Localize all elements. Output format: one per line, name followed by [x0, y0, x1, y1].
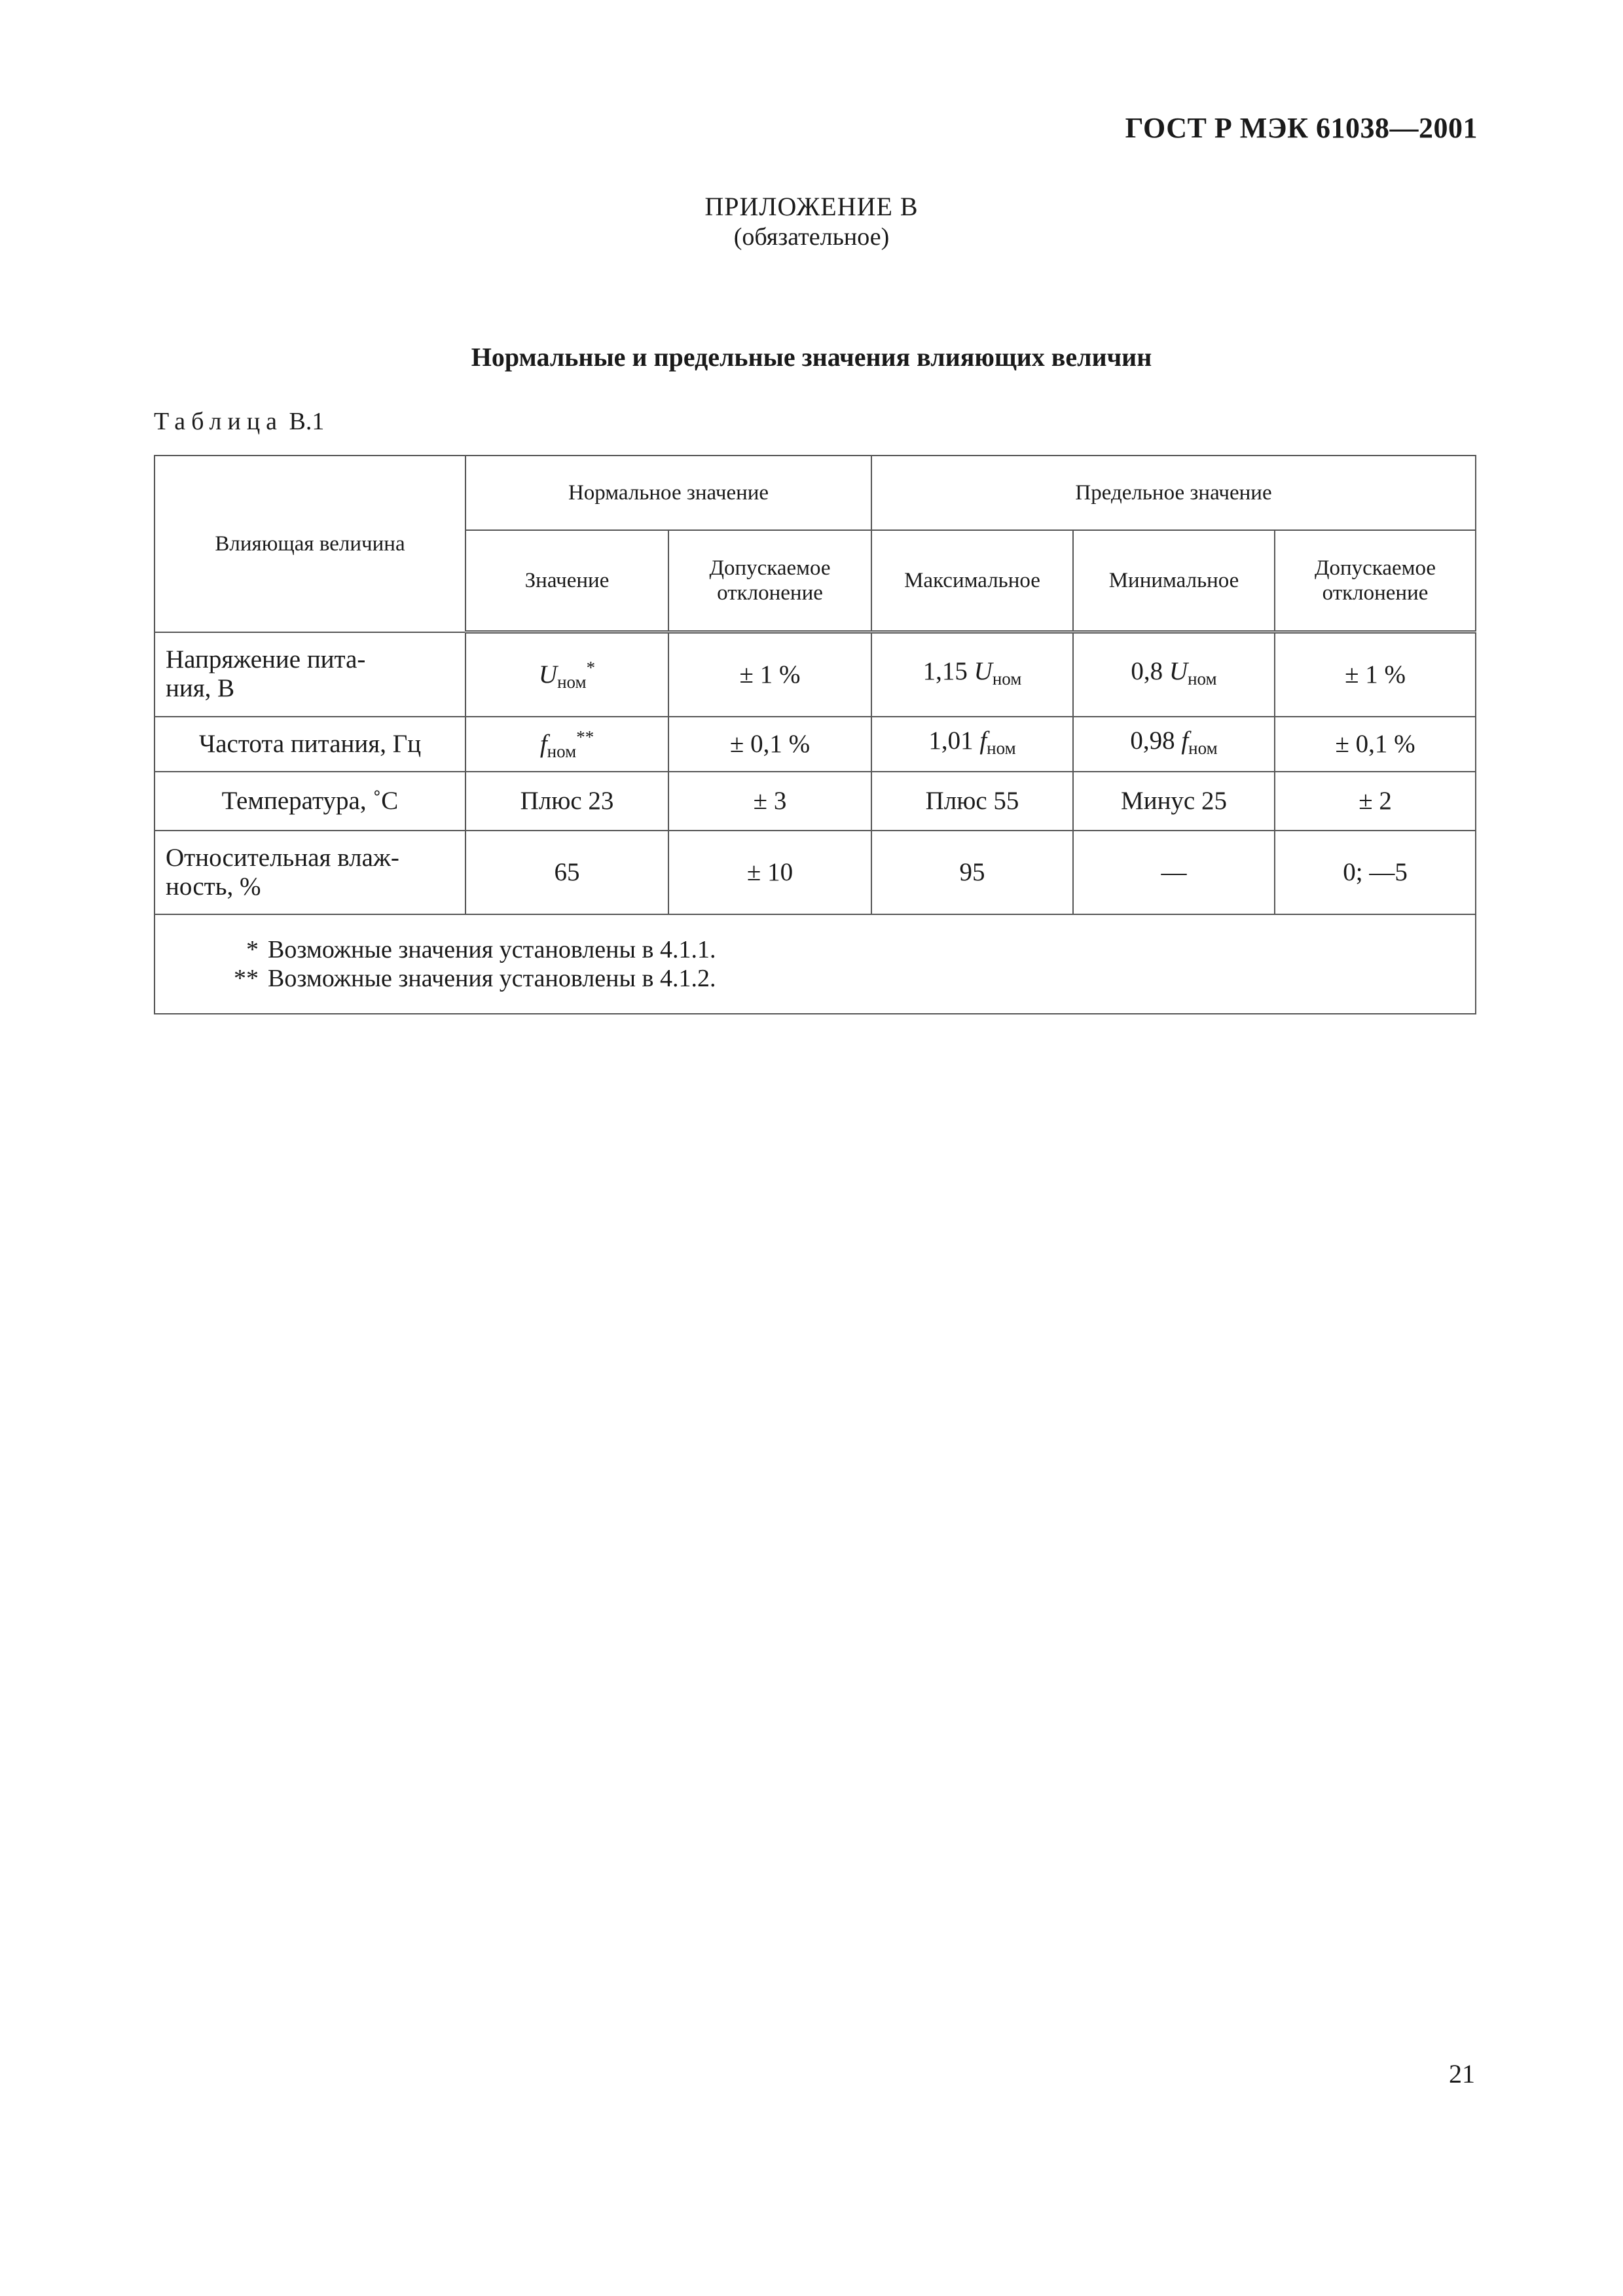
cell-tolerance-limit: 0; —5 [1275, 831, 1476, 914]
coefficient: 0,98 [1130, 726, 1175, 755]
footnote [219, 935, 1465, 964]
table-row [155, 717, 1476, 772]
symbol: f [979, 726, 987, 755]
row-quantity-frequency: Частота питания, Гц [155, 717, 465, 772]
header-quantity: Влияющая величина [155, 456, 465, 632]
appendix-status: (обязательное) [733, 223, 890, 251]
footnote-mark: ** [576, 727, 594, 747]
cell-tolerance: ± 1 % [668, 632, 871, 717]
appendix-title: ПРИЛОЖЕНИЕ В [704, 192, 919, 221]
table-row [155, 772, 1476, 831]
cell-min: Минус 25 [1073, 772, 1275, 831]
symbol: f [1181, 726, 1189, 755]
footnote-mark: * [246, 936, 259, 963]
row-quantity-line: ность, % [166, 872, 261, 901]
header-normal-value: Нормальное значение [465, 456, 871, 530]
cell-min [1073, 632, 1275, 717]
table-header-row [155, 456, 1476, 530]
row-quantity-humidity [155, 831, 465, 914]
table-label-word: Таблица [154, 408, 283, 435]
cell-value [465, 717, 668, 772]
appendix-heading [0, 191, 1623, 251]
cell-max [871, 717, 1073, 772]
cell-max: Плюс 55 [871, 772, 1073, 831]
symbol: f [539, 730, 547, 758]
subscript: ном [1188, 668, 1217, 689]
influence-quantities-table [154, 455, 1476, 1014]
table-notes-row [155, 914, 1476, 1014]
page-number: 21 [1449, 2059, 1475, 2089]
subscript: ном [987, 738, 1016, 758]
cell-max [871, 632, 1073, 717]
symbol: U [974, 656, 993, 685]
coefficient: 1,01 [928, 726, 974, 755]
cell-value: Плюс 23 [465, 772, 668, 831]
header-tolerance-limit: Допускаемое отклонение [1275, 530, 1476, 632]
cell-value [465, 632, 668, 717]
section-title: Нормальные и предельные значения влияющих величин [471, 342, 1152, 372]
row-quantity-line: ния, В [166, 674, 235, 703]
table-row [155, 632, 1476, 717]
symbol: U [538, 660, 558, 689]
subscript: ном [992, 668, 1022, 689]
standard-code: ГОСТ Р МЭК 61038—2001 [1125, 112, 1478, 144]
header-value: Значение [465, 530, 668, 632]
cell-value: 65 [465, 831, 668, 914]
coefficient: 0,8 [1131, 656, 1163, 685]
cell-tolerance-limit: ± 2 [1275, 772, 1476, 831]
symbol: U [1169, 656, 1188, 685]
table-label [154, 407, 324, 436]
header-min: Минимальное [1073, 530, 1275, 632]
row-quantity-line: Напряжение пита- [166, 645, 366, 674]
footnote-text: Возможные значения установлены в 4.1.2. [268, 965, 716, 992]
cell-tolerance: ± 0,1 % [668, 717, 871, 772]
table-row [155, 831, 1476, 914]
cell-tolerance: ± 3 [668, 772, 871, 831]
coefficient: 1,15 [922, 656, 968, 685]
header-limit-value: Предельное значение [871, 456, 1476, 530]
cell-tolerance: ± 10 [668, 831, 871, 914]
subscript: ном [1188, 738, 1218, 758]
subscript: ном [557, 672, 587, 692]
cell-max: 95 [871, 831, 1073, 914]
row-quantity-voltage [155, 632, 465, 717]
row-quantity-line: Относительная влаж- [166, 844, 399, 872]
footnote-mark: ** [234, 965, 259, 992]
cell-tolerance-limit: ± 0,1 % [1275, 717, 1476, 772]
header-tolerance-normal: Допускаемое отклонение [668, 530, 871, 632]
subscript: ном [547, 742, 577, 761]
header-max: Максимальное [871, 530, 1073, 632]
footnote-text: Возможные значения установлены в 4.1.1. [268, 936, 716, 963]
footnote-mark: * [586, 658, 596, 677]
cell-min: — [1073, 831, 1275, 914]
table-footnotes [155, 914, 1476, 1014]
row-quantity-temperature: Температура, ˚С [155, 772, 465, 831]
footnote [219, 964, 1465, 993]
table-label-number: В.1 [289, 408, 325, 435]
cell-min [1073, 717, 1275, 772]
cell-tolerance-limit: ± 1 % [1275, 632, 1476, 717]
